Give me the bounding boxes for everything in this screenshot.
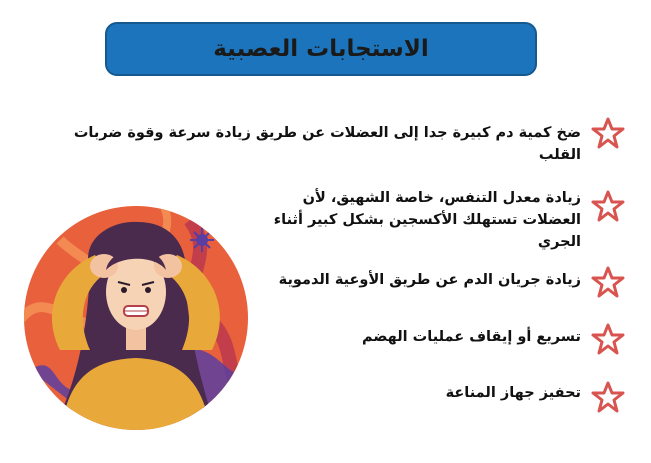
star-bullet-icon: [591, 116, 625, 150]
star-bullet-icon: [591, 380, 625, 414]
page-title: الاستجابات العصبية: [213, 36, 429, 62]
list-item-text: ضخ كمية دم كبيرة جدا إلى العضلات عن طريق زيادة سرعة وقوة ضربات القلب: [73, 125, 581, 163]
title-banner: [105, 22, 537, 76]
list-item-text: تحفيز جهاز المناعة: [445, 385, 581, 401]
star-bullet-icon: [591, 189, 625, 223]
stressed-woman-illustration: [20, 200, 252, 440]
list-item-text: زيادة جريان الدم عن طريق الأوعية الدموية: [278, 272, 581, 288]
list-item-text: تسريع أو إيقاف عمليات الهضم: [361, 329, 581, 345]
star-bullet-icon: [591, 265, 625, 299]
star-bullet-icon: [591, 322, 625, 356]
list-item-text: زيادة معدل التنفس، خاصة الشهيق، لأن العضلات تستهلك الأكسجين بشكل كبير أثناء الجري: [273, 190, 581, 250]
